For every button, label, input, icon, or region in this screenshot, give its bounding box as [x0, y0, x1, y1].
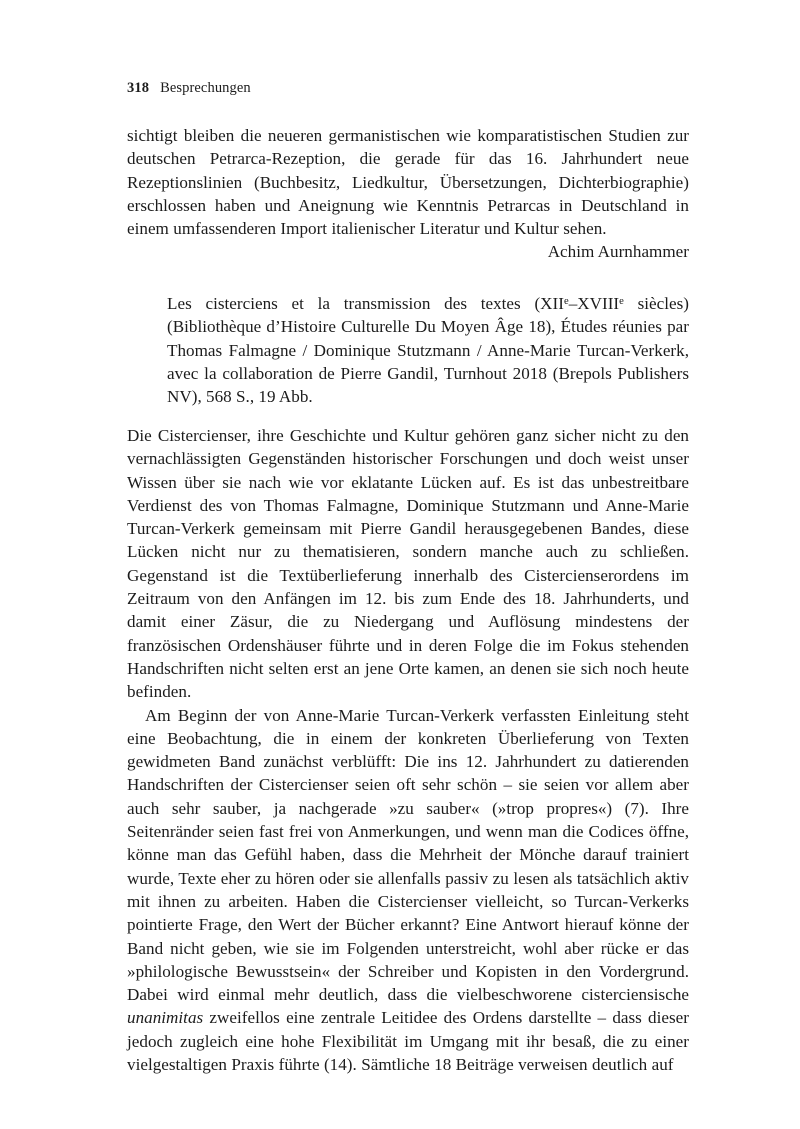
review-paragraph-2	[127, 704, 689, 1077]
section-title: Besprechungen	[160, 80, 251, 96]
review-paragraph-1: Die Cistercienser, ihre Geschichte und Kultur gehören ganz sicher nicht zu den vernachlässigten Gegenständen historischer Forschungen und doch weist unser Wissen über sie nach wie vor eklatante Lücken auf. Es ist das unbestreitbare Verdienst des von Thomas Falmagne, Dominique Stutzmann und Anne-Marie Turcan-Verkerk gemeinsam mit Pierre Gandil herausgegebenen Bandes, diese Lücken nicht nur zu thematisieren, sondern manche auch zu schließen. Gegenstand ist die Textüberlieferung innerhalb des Cistercienserordens im Zeitraum von den Anfängen im 12. bis zum Ende des 18. Jahrhunderts, und damit einer Zäsur, die zu Niedergang und Auflösung mindestens der französischen Ordenshäuser führte und in deren Folge die im Fokus stehenden Handschriften nicht selten erst an jene Orte kamen, an denen sie sich noch heute befinden.	[127, 426, 689, 702]
citation-superscript-1: e	[563, 296, 569, 308]
running-head	[127, 79, 689, 97]
review-paragraph-2-segment-1: Am Beginn der von Anne-Marie Turcan-Verkerk verfassten Einleitung steht eine Beobachtung, die in einem der konkreten Überlieferung von Texten gewidmeten Band zunächst verblüfft: Die ins 12. Jahrhundert zu datierenden Handschriften der Cistercienser seien oft sehr schön – sie seien vor allem aber auch sehr sauber, ja nachgerade »zu sauber« (»trop propres«) (7). Ihre Seitenränder seien fast frei von Anmerkungen, und wenn man die Codices öffne, könne man das Gefühl haben, dass die Mehrheit der Mönche darauf trainiert wurde, Texte eher zu hören oder sie allenfalls passiv zu lesen als tatsächlich aktiv mit ihnen zu arbeiten. Haben die Cistercienser vielleicht, so Turcan-Verkerks pointierte Frage, den Wert der Bücher erkannt? Eine Antwort hierauf könne der Band nicht geben, wie sie im Folgenden unterstreicht, wohl aber rücke er das »philologische Bewusstsein« der Schreiber und Kopisten in den Vordergrund. Dabei wird einmal mehr deutlich, dass die vielbeschworene cisterciensische	[127, 705, 689, 1005]
continued-paragraph: sichtigt bleiben die neueren germanistischen wie komparatistischen Studien zur deutschen Petrarca-Rezeption, die gerade für das 16. Jahrhundert neue Rezeptionslinien (Buchbesitz, Liedkultur, Übersetzungen, Dichterbiographie) erschlossen haben und Aneignung wie Kenntnis Petrarcas in Deutschland in einem umfassenderen Import italienischer Literatur und Kultur sehen.	[127, 126, 689, 239]
citation-superscript-2: e	[619, 296, 624, 308]
page-number: 318	[127, 80, 150, 96]
bibliographic-citation	[167, 292, 689, 408]
citation-segment-2: –XVIII	[568, 294, 620, 313]
citation-segment-3: siècles) (Bibliothèque d’Histoire Culturelle Du Moyen Âge 18), Études réunies par Thomas Falmagne / Dominique Stutzmann / Anne-Marie Turcan-Verkerk, avec la collaboration de Pierre Gandil, Turnhout 2018 (Brepols Publishers NV), 568 S., 19 Abb.	[167, 294, 690, 407]
latin-term-unanimitas: unanimitas	[127, 1008, 204, 1028]
text-column-upper	[127, 124, 689, 264]
review-paragraph-2-segment-2: zweifellos eine zentrale Leitidee des Ordens darstellte – dass dieser jedoch zugleich eine hohe Flexibilität im Umgang mit ihr besaß, die zu einer vielgestaltigen Praxis führte (14). Sämtliche 18 Beiträge verweisen deutlich auf	[127, 1008, 689, 1075]
text-column-lower	[127, 424, 689, 1076]
citation-segment-1: Les cisterciens et la transmission des textes (XII	[167, 294, 564, 313]
reviewer-signature: Achim Aurnhammer	[547, 242, 689, 262]
